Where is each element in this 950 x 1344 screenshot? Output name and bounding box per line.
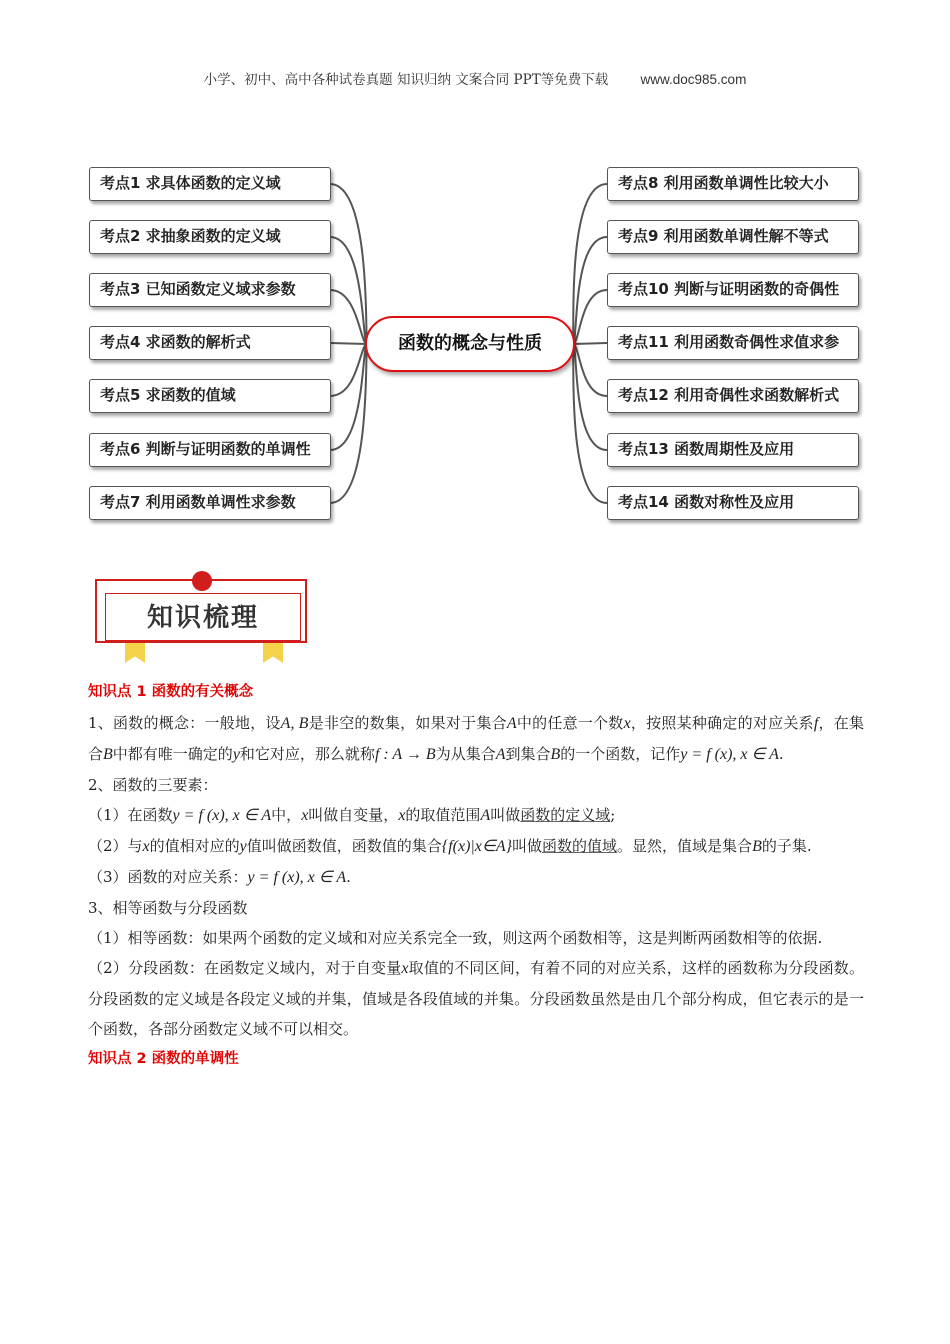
topic-node-right-11: 考点11 利用函数奇偶性求值求参 [607,326,859,360]
topic-node-left-6: 考点6 判断与证明函数的单调性 [89,433,331,467]
connector-r1 [573,184,607,344]
paragraph-3: （1）在函数y = f (x), x ∈ A中，x叫做自变量，x的取值范围A叫做函数的定义域; [88,806,616,824]
ribbon-left-icon [125,641,145,663]
connector-r7 [573,344,607,503]
topic-node-left-3: 考点3 已知函数定义域求参数 [89,273,331,307]
paragraph-2: 2、函数的三要素： [88,776,218,794]
topic-node-left-7: 考点7 利用函数单调性求参数 [89,486,331,520]
content [88,680,864,1074]
topic-node-right-12: 考点12 利用奇偶性求函数解析式 [607,379,859,413]
topic-node-left-5: 考点5 求函数的值域 [89,379,331,413]
paragraph-4: （2）与x的值相对应的y值叫做函数值，函数值的集合{f(x)|x∈A}叫做函数的值域。显然，值域是集合B的子集. [88,837,812,855]
topic-node-right-14: 考点14 函数对称性及应用 [607,486,859,520]
topic-node-right-9: 考点9 利用函数单调性解不等式 [607,220,859,254]
section-badge [95,575,315,670]
topic-node-right-8: 考点8 利用函数单调性比较大小 [607,167,859,201]
badge-title: 知识梳理 [146,603,259,633]
connector-r4 [573,343,607,344]
paragraph-1: 1、函数的概念：一般地，设A, B是非空的数集，如果对于集合A中的任意一个数x，按照某种确定的对应关系f，在集合B中都有唯一确定的y和它对应，那么就称f : A → B为从集合A到集合B的一个函数，记作y = f (x), x ∈ A. [88,714,864,763]
paragraph-7: （1）相等函数：如果两个函数的定义域和对应关系完全一致，则这两个函数相等，这是判断两函数相等的依据. [88,929,823,947]
connector-r6 [573,344,607,450]
connector-l7 [330,344,367,503]
badge-pin-icon [192,571,212,591]
topic-node-right-13: 考点13 函数周期性及应用 [607,433,859,467]
paragraph-8: （2）分段函数：在函数定义域内，对于自变量x取值的不同区间，有着不同的对应关系，这样的函数称为分段函数。分段函数的定义域是各段定义域的并集，值域是各段值域的并集。分段函数虽然是由几个部分构成，但它表示的是一个函数，各部分函数定义域不可以相交。 [88,959,864,1038]
topic-node-left-2: 考点2 求抽象函数的定义域 [89,220,331,254]
header-site[interactable]: www.doc985.com [640,72,747,87]
mindmap-center: 函数的概念与性质 [365,316,575,372]
header-text: 小学、初中、高中各种试卷真题 知识归纳 文案合同 PPT等免费下载 [203,72,609,88]
topic-node-left-4: 考点4 求函数的解析式 [89,326,331,360]
connector-l4 [330,343,367,344]
topic-node-left-1: 考点1 求具体函数的定义域 [89,167,331,201]
kp2-title: 知识点 2 函数的单调性 [88,1051,239,1067]
connector-l1 [330,184,367,344]
topic-node-right-10: 考点10 判断与证明函数的奇偶性 [607,273,859,307]
paragraph-5: （3）函数的对应关系：y = f (x), x ∈ A. [88,868,351,886]
paragraph-6: 3、相等函数与分段函数 [88,899,248,917]
ribbon-right-icon [263,641,283,663]
kp1-title: 知识点 1 函数的有关概念 [88,684,254,700]
